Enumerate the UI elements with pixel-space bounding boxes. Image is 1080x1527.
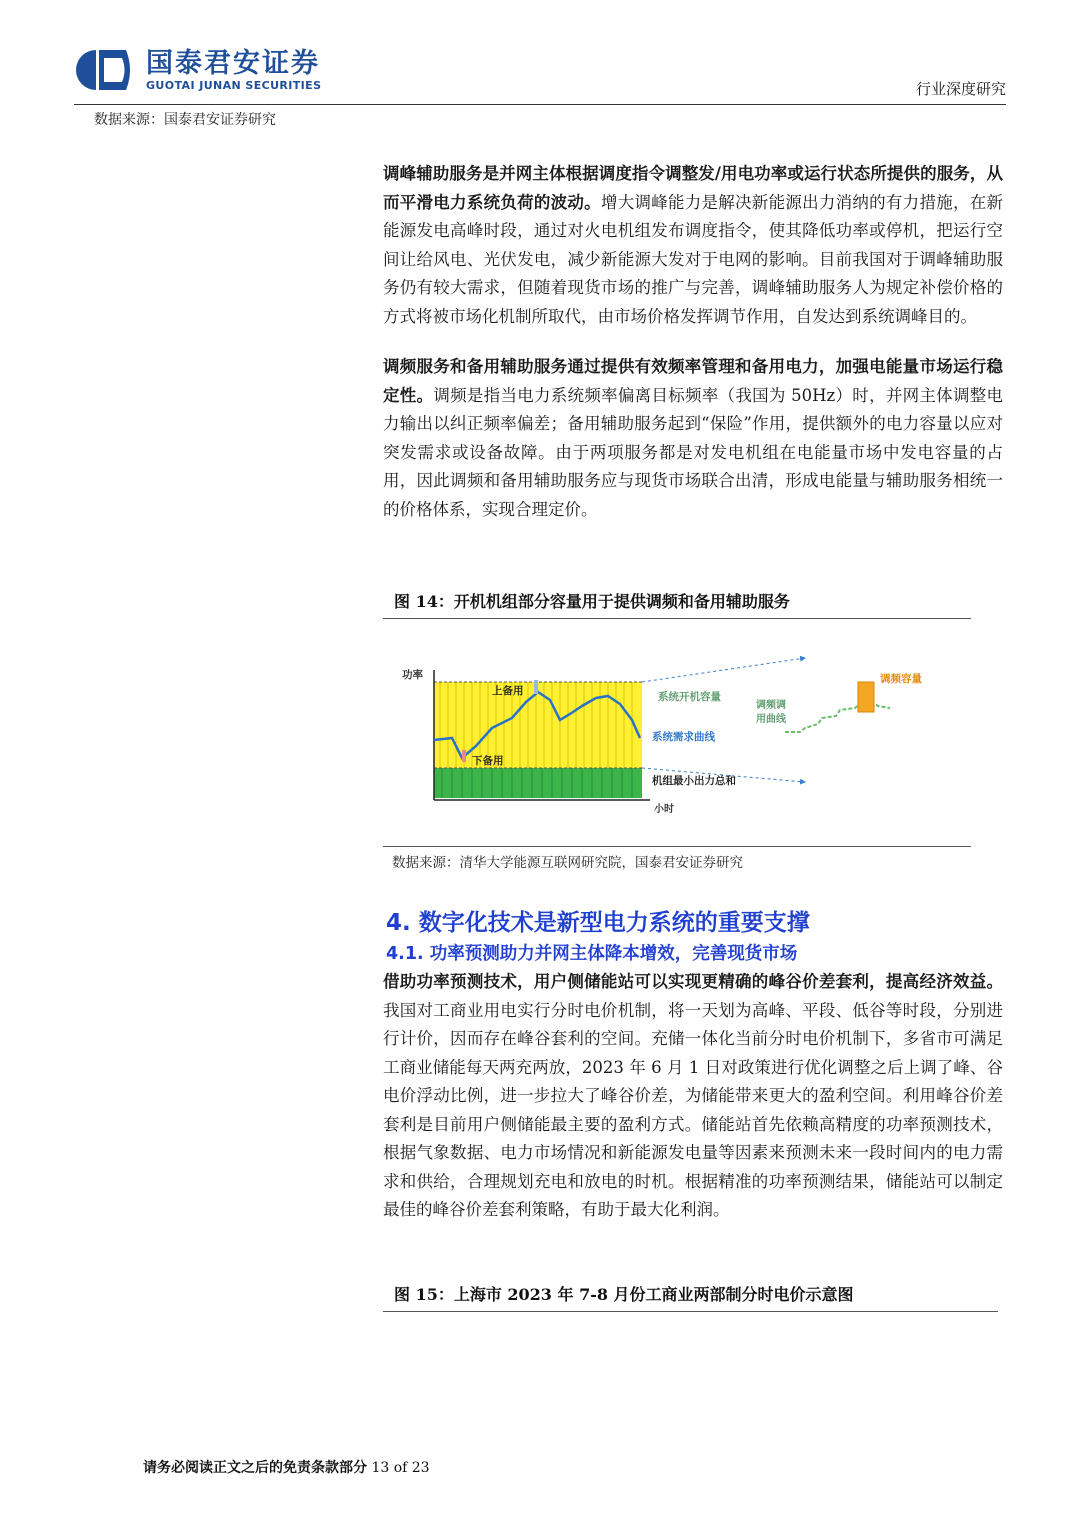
report-type: 行业深度研究 bbox=[915, 80, 1006, 98]
paragraph-lead: 调频服务和备用辅助服务通过提供有效频率管理和备用电力，加强电能量市场运行稳定性。 bbox=[383, 357, 1003, 405]
page-header bbox=[74, 48, 1006, 104]
header-divider bbox=[74, 104, 1006, 105]
figure-14-top-rule bbox=[383, 618, 971, 619]
figure-14-svg bbox=[400, 650, 960, 820]
figure-15-title: 图 15：上海市 2023 年 7-8 月份工商业两部制分时电价示意图 bbox=[394, 1285, 854, 1304]
paragraph-power-forecast bbox=[383, 968, 1003, 1225]
paragraph-body: 增大调峰能力是解决新能源出力消纳的有力措施，在新能源发电高峰时段，通过对火电机组发布调度指令，使其降低功率或停机，把运行空间让给风电、光伏发电，减少新能源大发对于电网的影响。目前我国对于调峰辅助服务仍有较大需求，但随着现货市场的推广与完善，调峰辅助服务人为规定补偿价格的方式将被市场化机制所取代，由市场价格发挥调节作用，自发达到系统调峰目的。 bbox=[383, 192, 1004, 326]
page-number: 13 of 23 bbox=[371, 1460, 430, 1476]
capacity-label: 系统开机容量 bbox=[658, 691, 721, 703]
top-data-source: 数据来源：国泰君安证券研究 bbox=[94, 112, 276, 128]
body-text-bottom bbox=[383, 968, 1003, 1225]
figure-14-source: 数据来源：清华大学能源互联网研究院，国泰君安证券研究 bbox=[392, 855, 743, 871]
upper-reserve-bar bbox=[534, 680, 538, 694]
paragraph-frequency-regulation bbox=[383, 353, 1003, 524]
demand-label: 系统需求曲线 bbox=[652, 731, 715, 743]
paragraph-body: 调频是指当电力系统频率偏离目标频率（我国为 50Hz）时，并网主体调整电力输出以纠正频率偏差；备用辅助服务起到“保险”作用，提供额外的电力容量以应对突发需求或设备故障。由于两项服务都是对发电机组在电能量市场中发电容量的占用，因此调频和备用辅助服务应与现货市场联合出清，形成电能量与辅助服务相统一的价格体系，实现合理定价。 bbox=[383, 385, 1004, 519]
regulation-capacity-label: 调频容量 bbox=[880, 673, 922, 685]
paragraph-peak-shaving bbox=[383, 160, 1003, 331]
section-heading: 4. 数字化技术是新型电力系统的重要支撑 bbox=[386, 910, 810, 936]
figure-14-bottom-rule bbox=[383, 846, 971, 847]
min-output-label: 机组最小出力总和 bbox=[652, 775, 736, 787]
logo-mark-icon bbox=[74, 48, 136, 92]
regulation-capacity-box bbox=[858, 682, 874, 712]
subsection-heading: 4.1. 功率预测助力并网主体降本增效，完善现货市场 bbox=[386, 944, 798, 964]
figure-14-title: 图 14：开机机组部分容量用于提供调频和备用辅助服务 bbox=[394, 592, 790, 611]
page-footer bbox=[143, 1457, 430, 1477]
body-text-top bbox=[383, 160, 1003, 524]
upper-reserve-label: 上备用 bbox=[492, 685, 524, 697]
regulation-curve-label-1: 调频调 bbox=[756, 700, 786, 711]
regulation-curve-label-2: 用曲线 bbox=[756, 714, 786, 725]
company-logo bbox=[74, 48, 321, 92]
figure-15-top-rule bbox=[383, 1311, 998, 1312]
paragraph-lead: 借助功率预测技术，用户侧储能站可以实现更精确的峰谷价差套利，提高经济效益。 bbox=[383, 972, 1003, 991]
min-output-band bbox=[434, 768, 642, 798]
figure-14-diagram bbox=[400, 650, 960, 820]
lower-reserve-label: 下备用 bbox=[472, 755, 504, 767]
x-axis-label: 小时 bbox=[654, 804, 674, 815]
paragraph-lead: 调峰辅助服务是并网主体根据调度指令调整发/用电功率或运行状态所提供的服务，从而平滑电力系统负荷的波动。 bbox=[383, 164, 1003, 212]
lower-reserve-bar bbox=[462, 750, 466, 762]
footer-disclaimer: 请务必阅读正文之后的免责条款部分 bbox=[143, 1460, 367, 1476]
company-name-en: GUOTAI JUNAN SECURITIES bbox=[146, 78, 322, 92]
paragraph-body: 我国对工商业用电实行分时电价机制，将一天划为高峰、平段、低谷等时段，分别进行计价，因而存在峰谷套利的空间。充储一体化当前分时电价机制下，多省市可满足工商业储能每天两充两放，2023 年 6 月 1 日对政策进行优化调整之后上调了峰、谷电价浮动比例，进一步拉大了峰谷价差，为储能带来更大的盈利空间。利用峰谷价差套利是目前用户侧储能最主要的盈利方式。储能站首先依赖高精度的功率预测技术，根据气象数据、电力市场情况和新能源发电量等因素来预测未来一段时间内的电力需求和供给，合理规划充电和放电的时机。根据精准的功率预测结果，储能站可以制定最佳的峰谷价差套利策略，有助于最大化利润。 bbox=[383, 1000, 1003, 1219]
company-name-cn: 国泰君安证券 bbox=[146, 47, 320, 79]
y-axis-label: 功率 bbox=[402, 669, 423, 681]
